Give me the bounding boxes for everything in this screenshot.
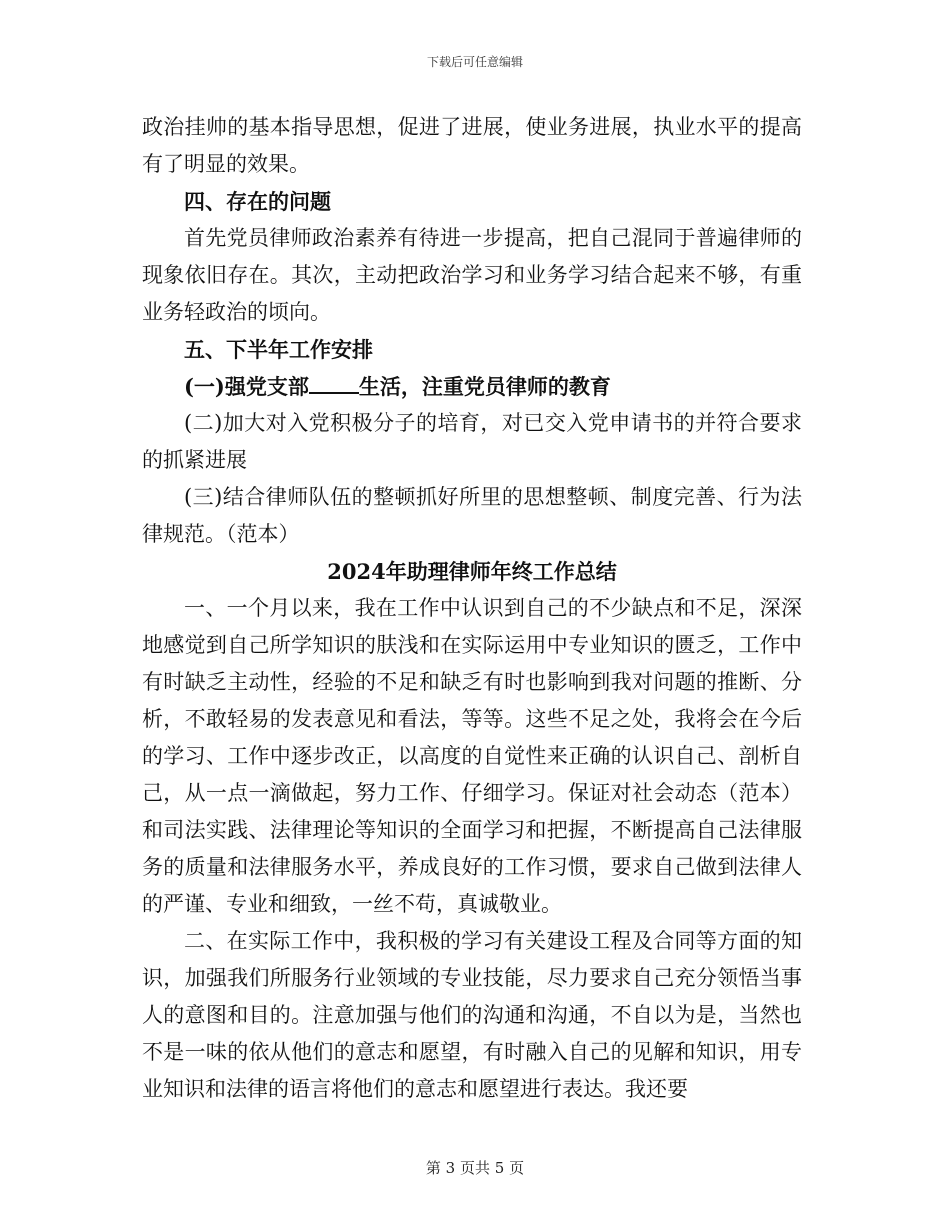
paragraph-2: 首先党员律师政治素养有待进一步提高，把自己混同于普遍律师的现象依旧存在。其次，主动把政治学习和业务学习结合起来不够，有重业务轻政治的顷向。	[142, 226, 802, 324]
page-header: 下载后可任意编辑	[426, 55, 523, 69]
list-item-3: (三)结合律师队伍的整顿抓好所里的思想整顿、制度完善、行为法律规范。（范本）	[142, 485, 802, 546]
document-body	[142, 109, 802, 1108]
section-heading-4: 四、存在的问题	[184, 189, 331, 214]
list-item-1-prefix: (一)强党支部	[184, 374, 309, 399]
fill-blank	[309, 374, 359, 394]
page-footer: 第 3 页共 5 页	[425, 1159, 525, 1177]
list-item-1-suffix: 生活，注重党员律师的教育	[358, 374, 611, 399]
list-item-1	[142, 368, 802, 405]
paragraph-1: 政治挂帅的基本指导思想，促进了进展，使业务进展，执业水平的提高有了明显的效果。	[142, 115, 802, 176]
document-title: 2024年助理律师年终工作总结	[327, 559, 617, 584]
paragraph-3: 一、一个月以来，我在工作中认识到自己的不少缺点和不足，深深地感觉到自己所学知识的肤浅和在实际运用中专业知识的匮乏，工作中有时缺乏主动性，经验的不足和缺乏有时也影响到我对问题的推断、分析，不敢轻易的发表意见和看法，等等。这些不足之处，我将会在今后的学习、工作中逐步改正，以高度的自觉性来正确的认识自己、剖析自己，从一点一滴做起，努力工作、仔细学习。保证对社会动态（范本）和司法实践、法律理论等知识的全面学习和把握，不断提高自己法律服务的质量和法律服务水平，养成良好的工作习惯，要求自己做到法律人的严谨、专业和细致，一丝不苟，真诚敬业。	[142, 596, 802, 916]
paragraph-4: 二、在实际工作中，我积极的学习有关建设工程及合同等方面的知识，加强我们所服务行业领域的专业技能，尽力要求自己充分领悟当事人的意图和目的。注意加强与他们的沟通和沟通，不自以为是，当然也不是一味的依从他们的意志和愿望，有时融入自己的见解和知识，用专业知识和法律的语言将他们的意志和愿望进行表达。我还要	[142, 929, 802, 1101]
section-heading-5: 五、下半年工作安排	[184, 337, 373, 362]
list-item-2: (二)加大对入党积极分子的培育，对已交入党申请书的并符合要求的抓紧进展	[142, 411, 802, 472]
